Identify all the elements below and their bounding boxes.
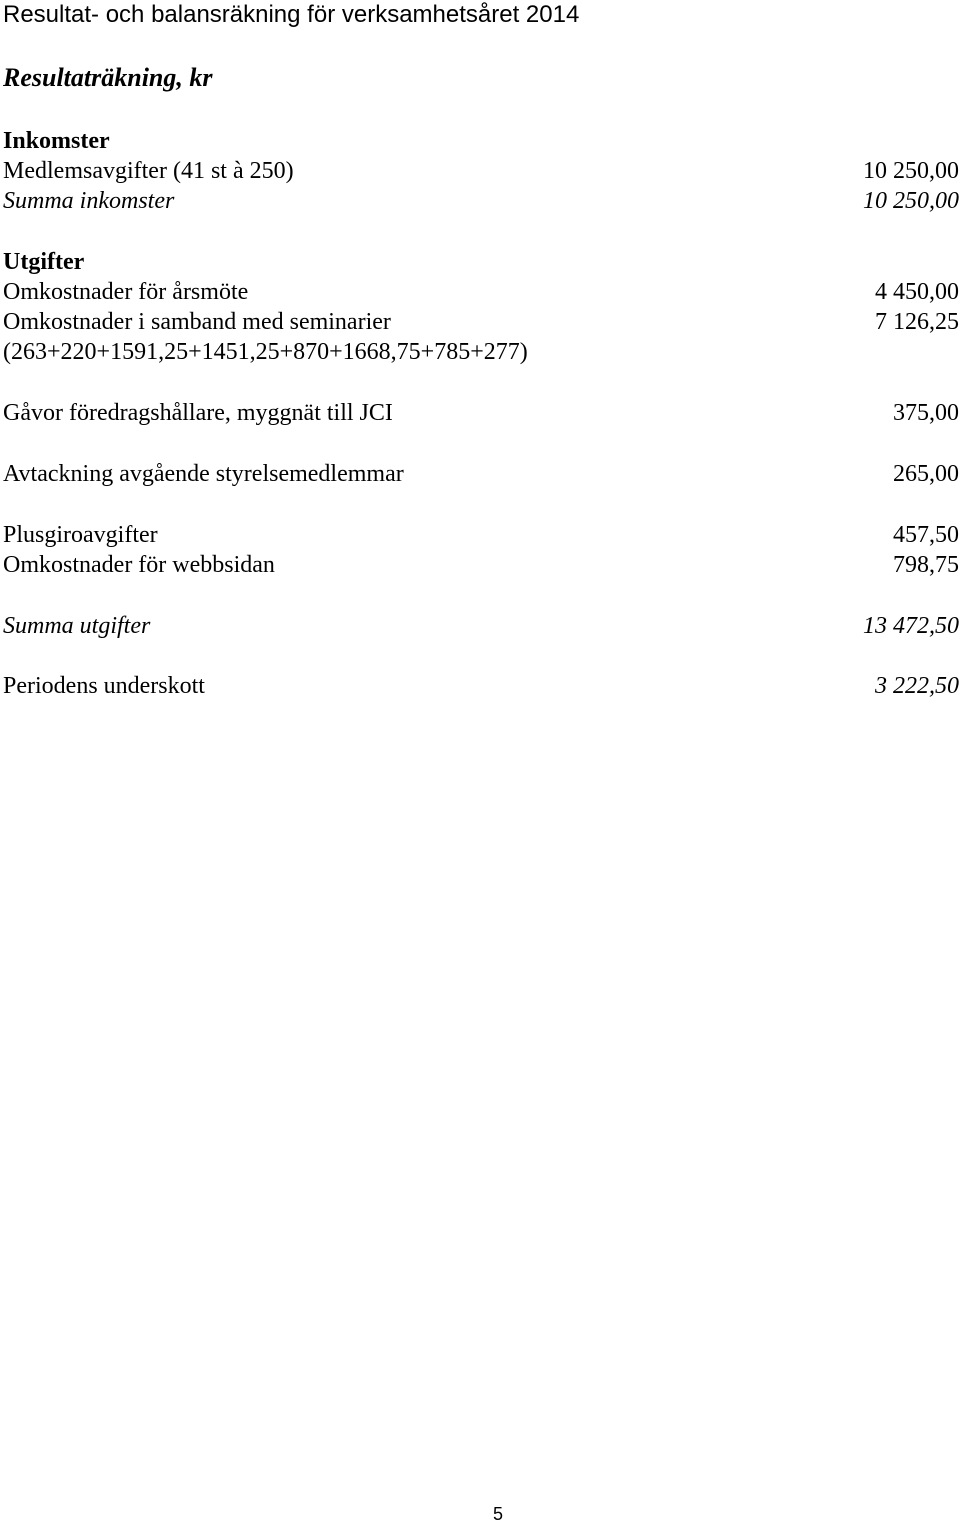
row-label: Plusgiroavgifter (3, 522, 158, 548)
expenses-header-label: Utgifter (3, 249, 85, 275)
row-label: (263+220+1591,25+1451,25+870+1668,75+785+277) (3, 339, 528, 365)
row-amount: 798,75 (893, 552, 959, 578)
row-amount: 4 450,00 (875, 279, 959, 305)
row-label: Medlemsavgifter (41 st à 250) (3, 158, 294, 184)
income-row-membership-fees (3, 156, 959, 186)
expense-row-gifts (3, 398, 959, 428)
income-header (3, 126, 959, 156)
expense-row-plusgiro-fees (3, 520, 959, 550)
expense-row-seminars (3, 307, 959, 337)
result-label: Periodens underskott (3, 673, 205, 699)
row-amount: 457,50 (893, 522, 959, 548)
income-header-label: Inkomster (3, 128, 110, 154)
row-label: Avtackning avgående styrelsemedlemmar (3, 461, 404, 487)
document-heading: Resultat- och balansräkning för verksamhetsåret 2014 (3, 1, 580, 28)
result-amount: 3 222,50 (875, 673, 959, 699)
period-result-row (3, 671, 959, 701)
expenses-header (3, 247, 959, 277)
expense-row-seminar-breakdown (3, 337, 959, 367)
total-amount: 10 250,00 (863, 188, 959, 214)
page-number: 5 (492, 1504, 503, 1524)
total-label: Summa inkomster (3, 188, 175, 214)
row-label: Omkostnader för årsmöte (3, 279, 249, 305)
row-amount: 10 250,00 (863, 158, 959, 184)
income-total-row (3, 186, 959, 216)
row-label: Omkostnader för webbsidan (3, 552, 275, 578)
expenses-total-row (3, 611, 959, 641)
total-label: Summa utgifter (3, 613, 151, 639)
row-amount: 7 126,25 (875, 309, 959, 335)
total-amount: 13 472,50 (863, 613, 959, 639)
expense-row-annual-meeting (3, 277, 959, 307)
row-amount: 375,00 (893, 400, 959, 426)
row-amount: 265,00 (893, 461, 959, 487)
row-label: Gåvor föredragshållare, myggnät till JCI (3, 400, 393, 426)
expense-row-website (3, 550, 959, 580)
section-title: Resultaträkning, kr (3, 63, 213, 92)
expense-row-farewell (3, 459, 959, 489)
row-label: Omkostnader i samband med seminarier (3, 309, 391, 335)
